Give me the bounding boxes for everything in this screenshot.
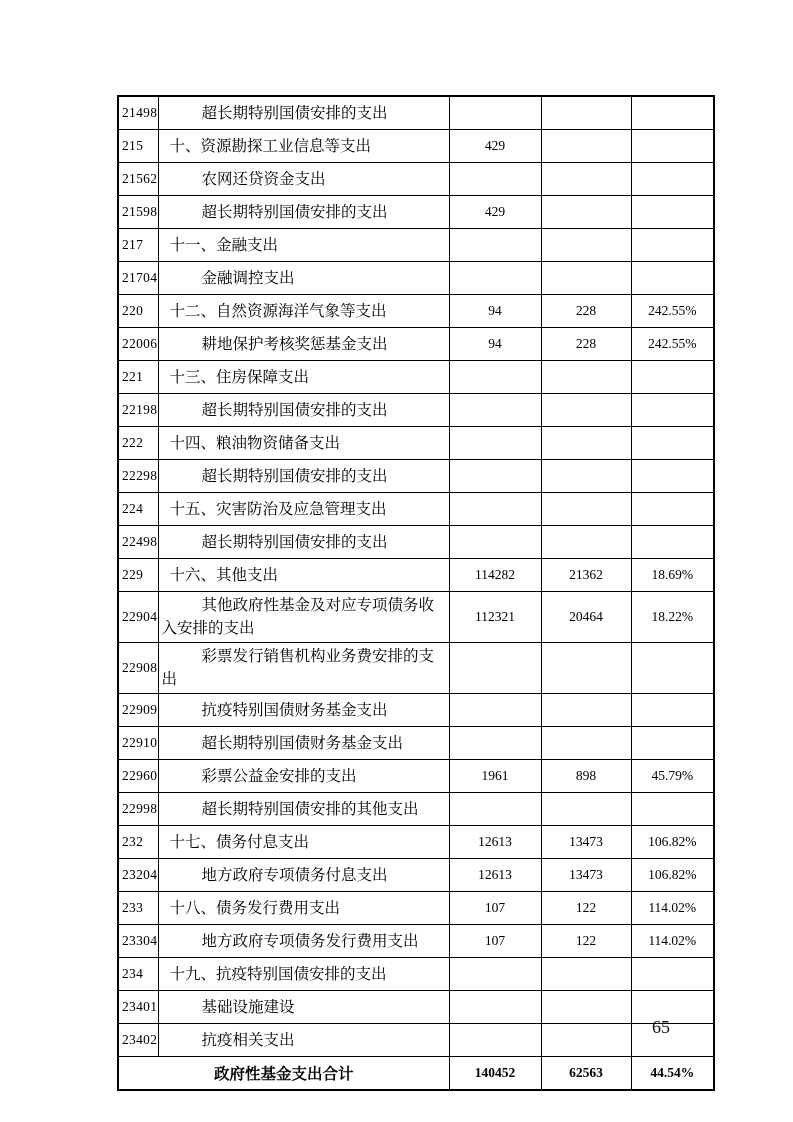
table-row — [118, 694, 714, 727]
percent-value-cell — [631, 262, 714, 295]
item-name-cell: 十、资源勘探工业信息等支出 — [158, 130, 449, 163]
code-cell: 229 — [118, 559, 158, 592]
percent-value-cell — [631, 526, 714, 559]
table-row — [118, 727, 714, 760]
percent-value-cell — [631, 460, 714, 493]
table-row — [118, 643, 714, 694]
page-number: 65 — [652, 1017, 670, 1037]
actual-value-cell — [541, 694, 631, 727]
table-row — [118, 892, 714, 925]
code-cell: 22908 — [118, 643, 158, 694]
budget-value-cell — [449, 493, 541, 526]
item-name-cell: 十八、债务发行费用支出 — [158, 892, 449, 925]
item-name-cell: 超长期特别国债安排的支出 — [158, 460, 449, 493]
code-cell: 21562 — [118, 163, 158, 196]
item-name-cell: 超长期特别国债安排的支出 — [158, 96, 449, 130]
budget-value-cell: 94 — [449, 295, 541, 328]
code-cell: 233 — [118, 892, 158, 925]
code-cell: 22904 — [118, 592, 158, 643]
item-name-cell: 农网还贷资金支出 — [158, 163, 449, 196]
budget-value-cell — [449, 163, 541, 196]
table-row — [118, 361, 714, 394]
actual-value-cell: 228 — [541, 328, 631, 361]
code-cell: 22498 — [118, 526, 158, 559]
percent-value-cell — [631, 196, 714, 229]
actual-value-cell: 898 — [541, 760, 631, 793]
budget-value-cell: 12613 — [449, 826, 541, 859]
percent-value-cell — [631, 958, 714, 991]
item-name-cell: 十七、债务付息支出 — [158, 826, 449, 859]
budget-value-cell — [449, 229, 541, 262]
budget-value-cell — [449, 991, 541, 1024]
table-row — [118, 163, 714, 196]
budget-value-cell — [449, 460, 541, 493]
actual-value-cell — [541, 1024, 631, 1057]
code-cell: 22909 — [118, 694, 158, 727]
table-row — [118, 460, 714, 493]
actual-value-cell: 13473 — [541, 826, 631, 859]
budget-value-cell — [449, 526, 541, 559]
item-name-cell: 彩票公益金安排的支出 — [158, 760, 449, 793]
item-name-cell: 超长期特别国债财务基金支出 — [158, 727, 449, 760]
percent-value-cell — [631, 163, 714, 196]
item-name-cell: 十一、金融支出 — [158, 229, 449, 262]
percent-value-cell: 18.69% — [631, 559, 714, 592]
actual-value-cell — [541, 96, 631, 130]
budget-value-cell — [449, 394, 541, 427]
table-body — [118, 96, 714, 1057]
item-name-cell: 抗疫特别国债财务基金支出 — [158, 694, 449, 727]
percent-value-cell — [631, 793, 714, 826]
item-name-cell: 彩票发行销售机构业务费安排的支出 — [158, 643, 449, 694]
total-actual-value: 62563 — [541, 1057, 631, 1091]
percent-value-cell — [631, 229, 714, 262]
item-name-cell: 耕地保护考核奖惩基金支出 — [158, 328, 449, 361]
item-name-cell: 超长期特别国债安排的支出 — [158, 526, 449, 559]
item-name-cell: 十四、粮油物资储备支出 — [158, 427, 449, 460]
budget-value-cell: 112321 — [449, 592, 541, 643]
item-name-cell: 十九、抗疫特别国债安排的支出 — [158, 958, 449, 991]
actual-value-cell — [541, 460, 631, 493]
total-label: 政府性基金支出合计 — [118, 1057, 449, 1091]
actual-value-cell: 122 — [541, 925, 631, 958]
table-row — [118, 1024, 714, 1057]
percent-value-cell — [631, 1024, 714, 1057]
actual-value-cell — [541, 196, 631, 229]
budget-value-cell: 94 — [449, 328, 541, 361]
budget-value-cell — [449, 727, 541, 760]
budget-table — [117, 95, 715, 1091]
percent-value-cell — [631, 643, 714, 694]
code-cell: 217 — [118, 229, 158, 262]
item-name-cell: 十二、自然资源海洋气象等支出 — [158, 295, 449, 328]
item-name-cell: 其他政府性基金及对应专项债务收入安排的支出 — [158, 592, 449, 643]
budget-value-cell — [449, 361, 541, 394]
percent-value-cell — [631, 427, 714, 460]
budget-value-cell: 429 — [449, 196, 541, 229]
actual-value-cell — [541, 130, 631, 163]
item-name-cell: 超长期特别国债安排的支出 — [158, 196, 449, 229]
code-cell: 22998 — [118, 793, 158, 826]
code-cell: 21498 — [118, 96, 158, 130]
item-name-cell: 十三、住房保障支出 — [158, 361, 449, 394]
percent-value-cell: 106.82% — [631, 826, 714, 859]
code-cell: 234 — [118, 958, 158, 991]
code-cell: 222 — [118, 427, 158, 460]
budget-value-cell — [449, 958, 541, 991]
actual-value-cell — [541, 427, 631, 460]
actual-value-cell — [541, 526, 631, 559]
actual-value-cell — [541, 793, 631, 826]
code-cell: 21704 — [118, 262, 158, 295]
code-cell: 23401 — [118, 991, 158, 1024]
actual-value-cell — [541, 163, 631, 196]
code-cell: 21598 — [118, 196, 158, 229]
item-name-cell: 金融调控支出 — [158, 262, 449, 295]
actual-value-cell: 20464 — [541, 592, 631, 643]
budget-value-cell — [449, 96, 541, 130]
total-row — [118, 1057, 714, 1091]
item-name-cell: 地方政府专项债务发行费用支出 — [158, 925, 449, 958]
budget-value-cell: 1961 — [449, 760, 541, 793]
table-row — [118, 760, 714, 793]
table-row — [118, 493, 714, 526]
actual-value-cell: 228 — [541, 295, 631, 328]
percent-value-cell — [631, 361, 714, 394]
percent-value-cell — [631, 493, 714, 526]
percent-value-cell — [631, 694, 714, 727]
table-row — [118, 526, 714, 559]
percent-value-cell: 114.02% — [631, 892, 714, 925]
item-name-cell: 超长期特别国债安排的支出 — [158, 394, 449, 427]
actual-value-cell — [541, 394, 631, 427]
budget-value-cell — [449, 262, 541, 295]
actual-value-cell — [541, 727, 631, 760]
table-row — [118, 427, 714, 460]
item-name-cell: 地方政府专项债务付息支出 — [158, 859, 449, 892]
budget-value-cell — [449, 793, 541, 826]
percent-value-cell — [631, 96, 714, 130]
table-row — [118, 793, 714, 826]
item-name-cell: 十五、灾害防治及应急管理支出 — [158, 493, 449, 526]
code-cell: 22298 — [118, 460, 158, 493]
actual-value-cell: 21362 — [541, 559, 631, 592]
code-cell: 22910 — [118, 727, 158, 760]
table-row — [118, 925, 714, 958]
actual-value-cell — [541, 361, 631, 394]
code-cell: 215 — [118, 130, 158, 163]
percent-value-cell: 242.55% — [631, 295, 714, 328]
table-row — [118, 958, 714, 991]
code-cell: 221 — [118, 361, 158, 394]
percent-value-cell — [631, 130, 714, 163]
table-row — [118, 96, 714, 130]
table-footer — [118, 1057, 714, 1091]
code-cell: 220 — [118, 295, 158, 328]
percent-value-cell — [631, 991, 714, 1024]
budget-value-cell — [449, 694, 541, 727]
code-cell: 23304 — [118, 925, 158, 958]
actual-value-cell — [541, 493, 631, 526]
budget-value-cell: 107 — [449, 925, 541, 958]
actual-value-cell — [541, 229, 631, 262]
table-row — [118, 592, 714, 643]
table-row — [118, 394, 714, 427]
percent-value-cell: 45.79% — [631, 760, 714, 793]
table-row — [118, 196, 714, 229]
code-cell: 22198 — [118, 394, 158, 427]
percent-value-cell: 114.02% — [631, 925, 714, 958]
code-cell: 224 — [118, 493, 158, 526]
table-row — [118, 991, 714, 1024]
total-percent-value: 44.54% — [631, 1057, 714, 1091]
table-row — [118, 826, 714, 859]
percent-value-cell: 242.55% — [631, 328, 714, 361]
actual-value-cell — [541, 643, 631, 694]
budget-value-cell — [449, 643, 541, 694]
code-cell: 22960 — [118, 760, 158, 793]
actual-value-cell — [541, 262, 631, 295]
actual-value-cell: 13473 — [541, 859, 631, 892]
code-cell: 23402 — [118, 1024, 158, 1057]
budget-value-cell — [449, 427, 541, 460]
item-name-cell: 十六、其他支出 — [158, 559, 449, 592]
percent-value-cell — [631, 394, 714, 427]
actual-value-cell — [541, 991, 631, 1024]
table-row — [118, 262, 714, 295]
actual-value-cell: 122 — [541, 892, 631, 925]
table-row — [118, 559, 714, 592]
table-row — [118, 859, 714, 892]
table-row — [118, 295, 714, 328]
code-cell: 232 — [118, 826, 158, 859]
item-name-cell: 基础设施建设 — [158, 991, 449, 1024]
budget-value-cell: 12613 — [449, 859, 541, 892]
budget-value-cell: 107 — [449, 892, 541, 925]
budget-value-cell — [449, 1024, 541, 1057]
table-row — [118, 328, 714, 361]
budget-value-cell: 429 — [449, 130, 541, 163]
code-cell: 22006 — [118, 328, 158, 361]
actual-value-cell — [541, 958, 631, 991]
item-name-cell: 超长期特别国债安排的其他支出 — [158, 793, 449, 826]
item-name-cell: 抗疫相关支出 — [158, 1024, 449, 1057]
percent-value-cell: 18.22% — [631, 592, 714, 643]
table-row — [118, 229, 714, 262]
total-budget-value: 140452 — [449, 1057, 541, 1091]
budget-value-cell: 114282 — [449, 559, 541, 592]
percent-value-cell — [631, 727, 714, 760]
percent-value-cell: 106.82% — [631, 859, 714, 892]
table-row — [118, 130, 714, 163]
code-cell: 23204 — [118, 859, 158, 892]
